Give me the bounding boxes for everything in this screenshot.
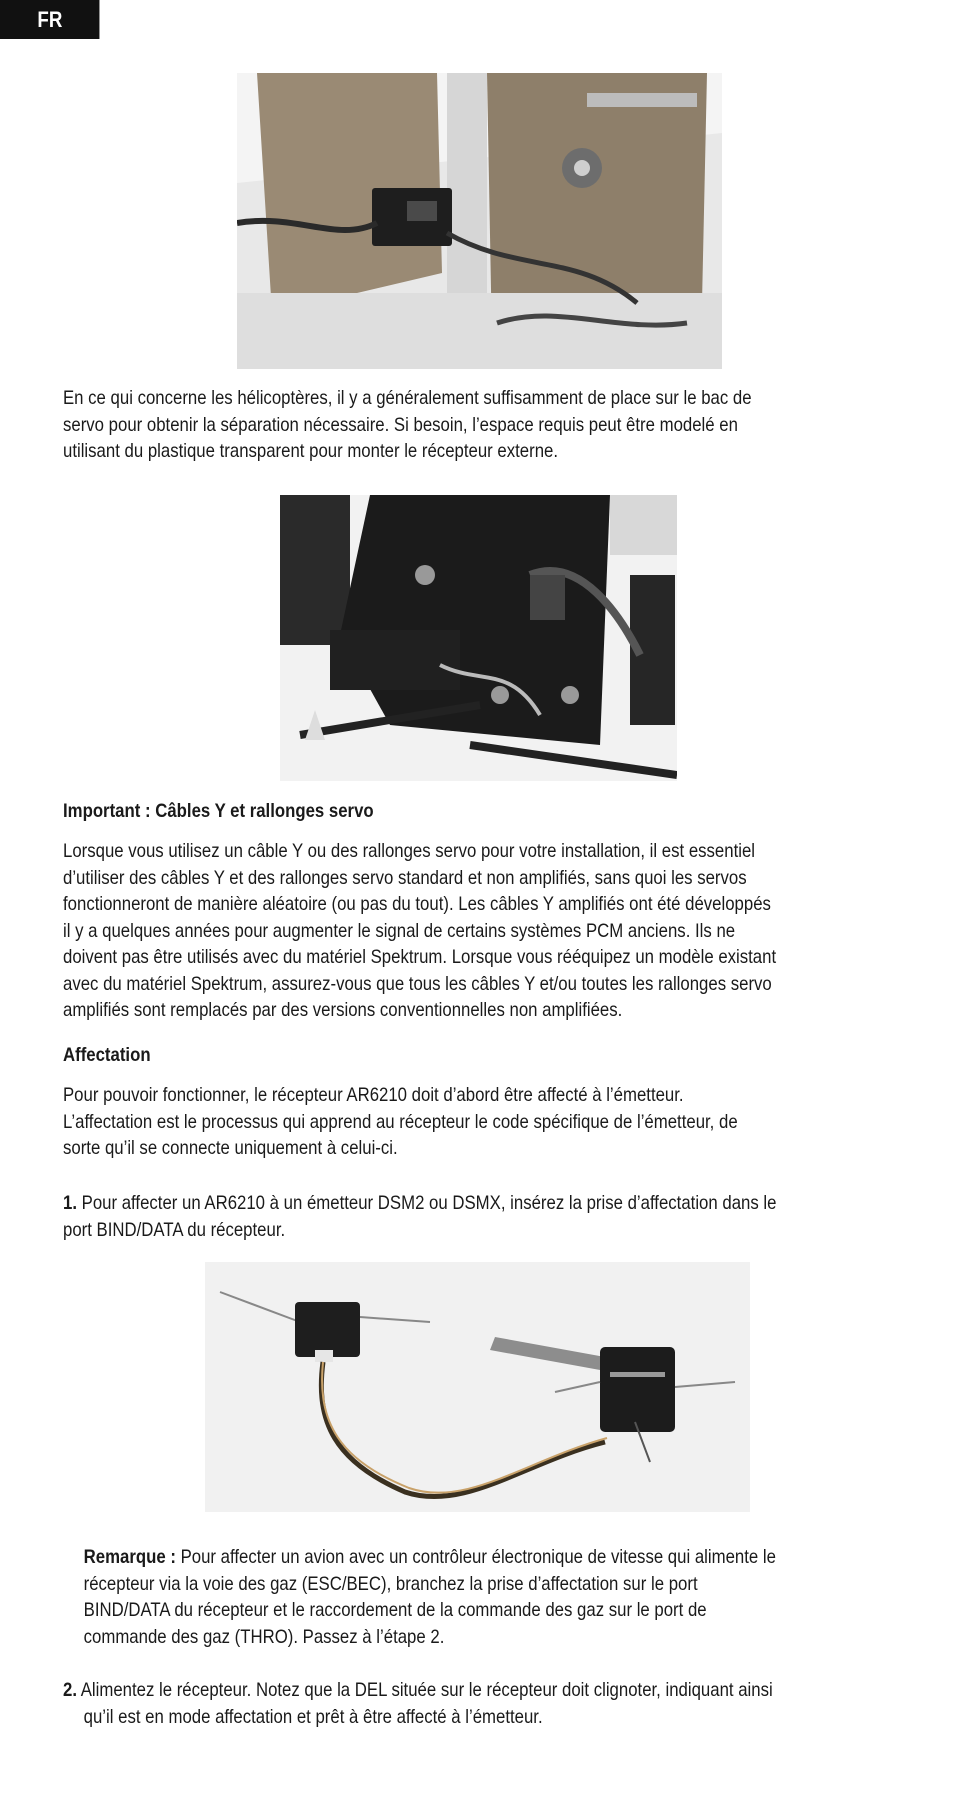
step-2-text: Alimentez le récepteur. Notez que la DEL située sur le récepteur doit clignoter, indiquant ainsi qu’il est en mode affectation et prêt à être affecté à l’émetteur. <box>80 1679 773 1728</box>
note-text: Pour affecter un avion avec un contrôleur électronique de vitesse qui alimente le récepteur via la voie des gaz (ESC/BEC), branchez la prise d’affectation sur le port BIND/DATA du récepteur et le raccordement de la commande des gaz sur le port de commande des gaz (THRO). Passez à l’étape 2. <box>83 1546 776 1648</box>
receivers-bind-photo <box>205 1262 750 1512</box>
fuselage-receiver-photo <box>237 73 722 369</box>
step-2 <box>63 1677 777 1730</box>
note <box>63 1544 777 1650</box>
step-1-number: 1. <box>63 1192 77 1214</box>
step-2-number: 2. <box>63 1679 77 1701</box>
important-heading: Important : Câbles Y et rallonges servo <box>63 800 374 822</box>
important-paragraph: Lorsque vous utilisez un câble Y ou des rallonges servo pour votre installation, il est essentiel d’utiliser des câbles Y et des rallonges servo standard et non amplifiés, sans quoi les servos fonctionneront de manière aléatoire (ou pas du tout). Les câbles Y amplifiés ont été développés il y a quelques années pour augmenter le signal de certains systèmes PCM anciens. Ils ne doivent pas être utilisés avec du matériel Spektrum. Lorsque vous rééquipez un modèle existant avec du matériel Spektrum, assurez-vous que tous les câbles Y et/ou toutes les rallonges servo amplifiés sont remplacés par des versions conventionnelles non amplifiées. <box>63 840 777 1021</box>
helicopter-frame-photo <box>280 495 677 781</box>
affectation-paragraph: Pour pouvoir fonctionner, le récepteur AR6210 doit d’abord être affecté à l’émetteur. L’affectation est le processus qui apprend au récepteur le code spécifique de l’émetteur, de sorte qu’il se connecte uniquement à celui-ci. <box>63 1084 738 1159</box>
language-tab: FR <box>0 0 99 39</box>
affectation-heading: Affectation <box>63 1044 151 1066</box>
step-1-text: Pour affecter un AR6210 à un émetteur DSM2 ou DSMX, insérez la prise d’affectation dans le port BIND/DATA du récepteur. <box>63 1192 777 1241</box>
step-1 <box>63 1190 777 1243</box>
note-label: Remarque : <box>83 1546 176 1568</box>
heli-paragraph: En ce qui concerne les hélicoptères, il y a généralement suffisamment de place sur le bac de servo pour obtenir la séparation nécessaire. Si besoin, l’espace requis peut être modelé en utilisant du plastique transparent pour monter le récepteur externe. <box>63 387 752 462</box>
